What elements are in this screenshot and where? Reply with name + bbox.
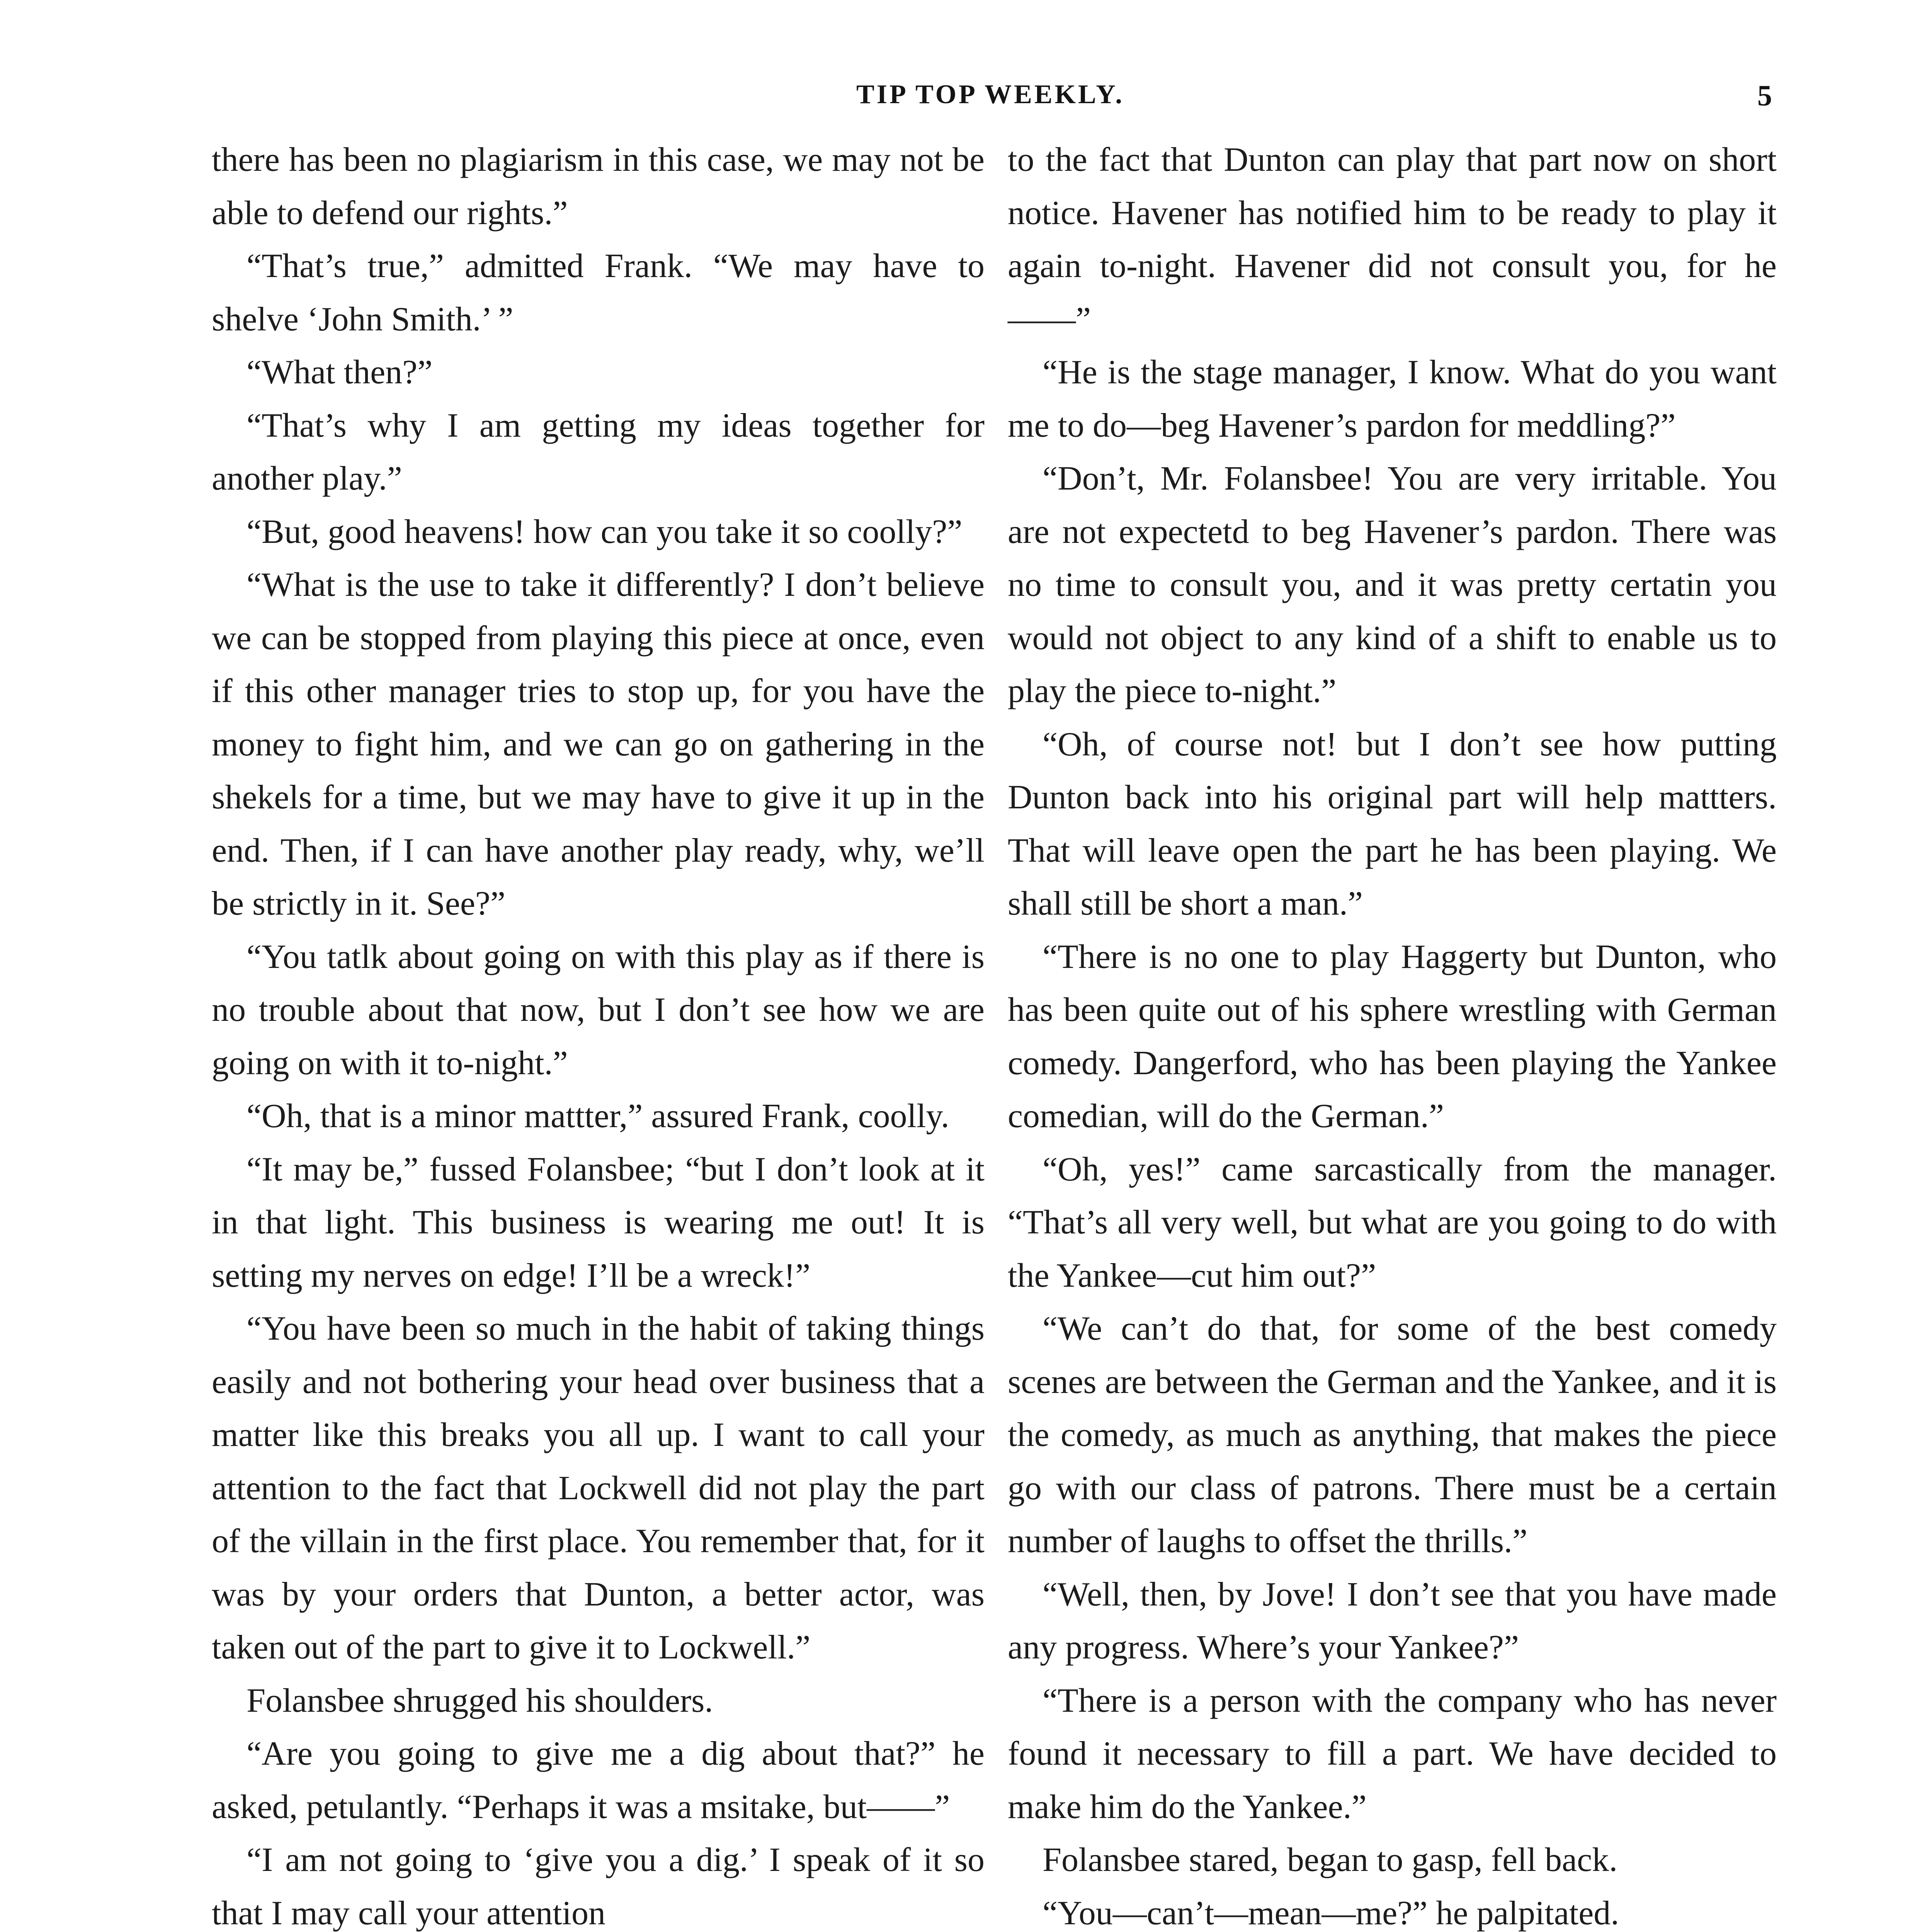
paragraph: “But, good heavens! how can you take it so coolly?” [247,513,963,551]
paragraph: to the fact that Dunton can play that part now on short notice. Havener has notified him to be ready to play it again to-night. Havener did not consult you, for he——” [1008,141,1777,338]
paragraph: Folansbee shrugged his shoulders. [247,1682,713,1719]
paragraph: “What then?” [247,354,433,391]
paragraph: “I am not going to ‘give you a dig.’ I speak of it so that I may call your attention [212,1841,985,1932]
paragraph: “Oh, of course not! but I don’t see how putting Dunton back into his original part will help mattters. That will leave open the part he has been playing. We shall still be short a man.” [1008,725,1777,922]
paragraph: there has been no plagiarism in this case, we may not be able to defend our rights.” [212,141,985,232]
paragraph: Folansbee stared, began to gasp, fell back. [1043,1841,1618,1879]
paragraph: “You—can’t—mean—me?” he palpitated. [1043,1894,1619,1932]
left-column [212,133,985,1932]
paragraph: “Don’t, Mr. Folansbee! You are very irritable. You are not expectetd to beg Havener’s pardon. There was no time to consult you, and it was pretty certatin you would not object to any kind of a shift to enable us to play the piece to-night.” [1008,460,1777,710]
paragraph: “Oh, that is a minor mattter,” assured Frank, coolly. [247,1097,949,1135]
page-number: 5 [1757,80,1772,112]
paragraph: “There is a person with the company who has never found it necessary to fill a part. We have decided to make him do the Yankee.” [1008,1682,1777,1826]
paragraph: “It may be,” fussed Folansbee; “but I don’t look at it in that light. This business is wearing me out! It is setting my nerves on edge! I’ll be a wreck!” [212,1150,985,1294]
paragraph: “That’s why I am getting my ideas together for another play.” [212,406,985,497]
paragraph: “He is the stage manager, I know. What do you want me to do—beg Havener’s pardon for meddling?” [1008,354,1777,444]
right-column [1008,133,1777,1932]
paragraph: “There is no one to play Haggerty but Dunton, who has been quite out of his sphere wrestling with German comedy. Dangerford, who has been playing the Yankee comedian, will do the German.” [1008,938,1777,1135]
paragraph: “That’s true,” admitted Frank. “We may have to shelve ‘John Smith.’ ” [212,247,985,338]
paragraph: “Well, then, by Jove! I don’t see that you have made any progress. Where’s your Yankee?” [1008,1575,1777,1666]
running-title: TIP TOP WEEKLY. [856,80,1124,109]
page-header [0,79,1932,126]
paragraph: “You tatlk about going on with this play as if there is no trouble about that now, but I don’t see how we are going on with it to-night.” [212,938,985,1082]
paragraph: “We can’t do that, for some of the best comedy scenes are between the German and the Yankee, and it is the comedy, as much as anything, that makes the piece go with our class of patrons. There must be a certain number of laughs to offset the thrills.” [1008,1310,1777,1560]
paragraph: “What is the use to take it differently? I don’t believe we can be stopped from playing this piece at once, even if this other manager tries to stop up, for you have the money to fight him, and we can go on gathering in the shekels for a time, but we may have to give it up in the end. Then, if I can have another play ready, why, we’ll be strictly in it. See?” [212,566,985,922]
paragraph: “Are you going to give me a dig about that?” he asked, petulantly. “Perhaps it was a msitake, but——” [212,1735,985,1826]
paragraph: “Oh, yes!” came sarcastically from the manager. “That’s all very well, but what are you going to do with the Yankee—cut him out?” [1008,1150,1777,1294]
paragraph: “You have been so much in the habit of taking things easily and not bothering your head over business that a matter like this breaks you all up. I want to call your attention to the fact that Lockwell did not play the part of the villain in the first place. You remember that, for it was by your orders that Dunton, a better actor, was taken out of the part to give it to Lockwell.” [212,1310,985,1666]
